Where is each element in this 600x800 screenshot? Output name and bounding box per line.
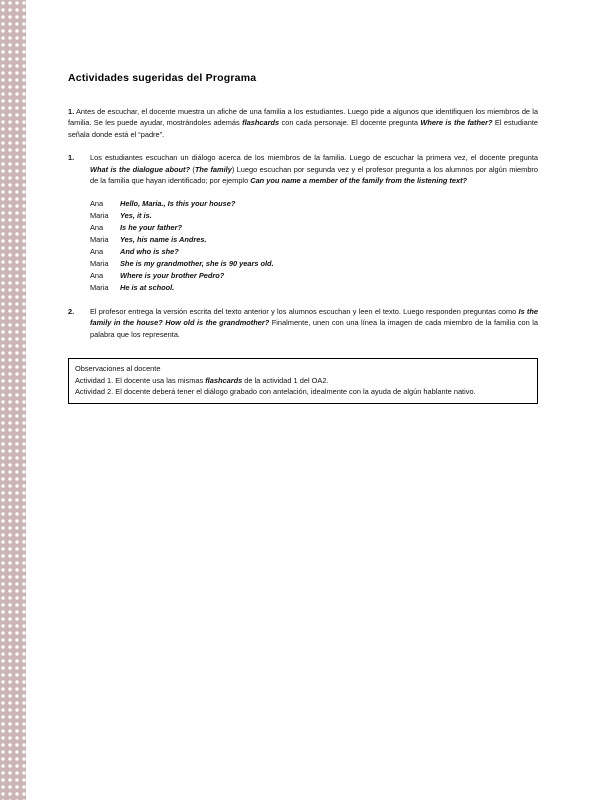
dialogue-speaker: Maria — [90, 234, 109, 244]
intro-em-1: flashcards — [242, 118, 280, 128]
document-content — [68, 72, 538, 404]
dialogue-block — [90, 198, 538, 294]
teacher-notes-line-1-b: de la actividad 1 del OA2. — [242, 376, 329, 386]
activity-2-text-1: El profesor entrega la versión escrita del texto anterior y los alumnos escuchan y leen el texto. Luego responden preguntas como — [90, 306, 519, 316]
dialogue-text: Yes, it is. — [120, 210, 152, 220]
dialogue-line — [90, 258, 538, 270]
intro-text-1: Antes de escuchar, el docente muestra un afiche de una familia a los estudiantes. Luego pide a algunos que identifiquen los miembros de la familia. Se les puede ayudar, mostrándoles además — [68, 107, 539, 128]
dialogue-speaker: Maria — [90, 258, 109, 268]
dialogue-speaker: Ana — [90, 270, 104, 280]
teacher-notes-line-1-a: Actividad 1. El docente usa las mismas — [75, 376, 206, 386]
dialogue-text: Is he your father? — [120, 222, 183, 232]
dialogue-text: She is my grandmother, she is 90 years old. — [120, 258, 274, 268]
activity-item-1 — [68, 152, 538, 186]
dialogue-speaker: Maria — [90, 210, 109, 220]
activity-1-number: 1. — [68, 153, 75, 163]
activity-2-text-3: Finalmente, unen con una línea la imagen de cada miembro de la familia con la palabra que los representa. — [90, 318, 538, 339]
dialogue-speaker: Ana — [90, 246, 104, 256]
dialogue-line — [90, 210, 538, 222]
intro-text-2: con cada personaje. El docente pregunta — [279, 118, 421, 128]
dialogue-text: Where is your brother Pedro? — [120, 270, 225, 280]
dialogue-line — [90, 282, 538, 294]
activity-item-2 — [68, 306, 538, 340]
dialogue-line — [90, 234, 538, 246]
activity-1-em-1: What is the dialogue about? — [90, 164, 190, 174]
activity-2-em-1: Is the family in the house? — [90, 306, 538, 328]
dialogue-speaker: Maria — [90, 282, 109, 292]
activity-1-em-3: Can you name a member of the family from the listening text? — [250, 176, 468, 186]
dialogue-line — [90, 246, 538, 258]
intro-em-2: Where is the father? — [420, 118, 493, 128]
teacher-notes-line-1-em: flashcards — [205, 376, 243, 386]
decorative-edge-inner — [26, 0, 38, 800]
dialogue-text: Yes, his name is Andres. — [120, 234, 207, 244]
intro-paragraph — [68, 106, 538, 140]
decorative-edge-strip — [0, 0, 38, 800]
activity-1-text-3: ) Luego escuchan por segunda vez y el profesor pregunta a los alumnos por algún miembro de la familia que hayan identificado; por ejemplo — [90, 164, 539, 186]
activity-2-number: 2. — [68, 306, 75, 316]
dialogue-text: Hello, Maria., Is this your house? — [120, 198, 236, 208]
activity-1-body — [90, 152, 538, 186]
teacher-notes-title: Observaciones al docente — [75, 364, 161, 374]
activity-1-text-1: Los estudiantes escuchan un diálogo acerca de los miembros de la familia. Luego de escuchar la primera vez, el docente pregunta — [90, 153, 538, 163]
activity-1-text-2: ( — [190, 164, 195, 174]
dialogue-speaker: Ana — [90, 198, 104, 208]
intro-number: 1. — [68, 107, 75, 116]
dialogue-line — [90, 222, 538, 234]
teacher-notes-line-2: Actividad 2. El docente deberá tener el diálogo grabado con antelación, idealmente con la ayuda de algún hablante nativo. — [75, 387, 476, 397]
activity-2-em-2: How old is the grandmother? — [165, 318, 270, 328]
activity-1-em-2: The family — [194, 164, 232, 174]
activity-2-body — [90, 306, 538, 340]
dialogue-line — [90, 270, 538, 282]
dialogue-text: He is at school. — [120, 282, 175, 292]
dialogue-speaker: Ana — [90, 222, 104, 232]
intro-text-3: El estudiante señala donde está el “padre”. — [68, 118, 538, 139]
dialogue-text: And who is she? — [120, 246, 179, 256]
page-title: Actividades sugeridas del Programa — [68, 72, 257, 84]
dialogue-line — [90, 198, 538, 210]
teacher-notes-box — [68, 358, 538, 404]
teacher-notes-line-1 — [75, 375, 531, 386]
